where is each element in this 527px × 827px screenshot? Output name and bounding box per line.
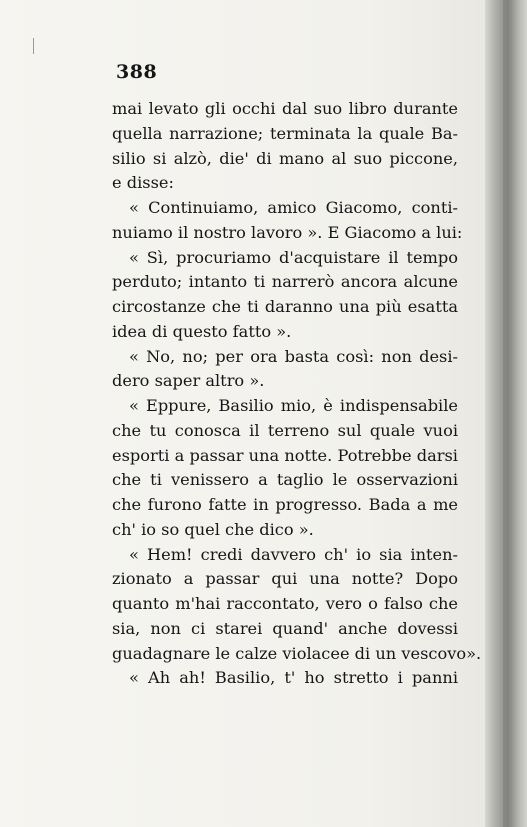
text-line: nuiamo il nostro lavoro ». E Giacomo a lui: <box>112 222 463 242</box>
text-line: quanto m'hai raccontato, vero o falso che <box>112 594 458 613</box>
text-line: perduto; intanto ti narrerò ancora alcune <box>112 272 458 292</box>
text-line: e disse: <box>112 173 174 193</box>
gutter-shadow-line <box>503 0 509 827</box>
text-line: che tu conosca il terreno sul quale vuoi <box>112 420 458 440</box>
text-line: guadagnare le calze violacee di un vescovo». <box>112 643 482 663</box>
text-line: ch' io so quel che dico ». <box>112 519 314 539</box>
text-line: « Continuiamo, amico Giacomo, conti- <box>129 198 458 217</box>
text-line: idea di questo fatto ». <box>112 321 292 341</box>
text-line: che ti venissero a taglio le osservazioni <box>112 470 458 490</box>
book-gutter <box>485 0 527 827</box>
text-line: circostanze che ti daranno una più esatta <box>112 297 458 316</box>
text-line: « Hem! credi davvero ch' io sia inten- <box>129 544 458 564</box>
text-line: quella narrazione; terminata la quale Ba- <box>112 123 458 143</box>
text-line: dero saper altro ». <box>112 371 265 391</box>
text-line: « No, no; per ora basta così: non desi- <box>129 346 458 366</box>
left-margin-mark <box>33 38 34 54</box>
text-line: « Ah ah! Basilio, t' ho stretto i panni <box>129 668 458 688</box>
text-line: silio si alzò, die' di mano al suo piccone, <box>112 148 458 168</box>
page-number: 388 <box>116 61 158 83</box>
text-line: « Sì, procuriamo d'acquistare il tempo <box>129 247 458 267</box>
page-text <box>112 97 482 691</box>
text-line: esporti a passar una notte. Potrebbe darsi <box>112 445 458 465</box>
text-line: « Eppure, Basilio mio, è indispensabile <box>129 396 458 415</box>
text-line: sia, non ci starei quand' anche dovessi <box>112 618 458 638</box>
text-line: zionato a passar qui una notte? Dopo <box>112 569 458 589</box>
text-line: che furono fatte in progresso. Bada a me <box>112 495 458 514</box>
text-line: mai levato gli occhi dal suo libro durante <box>112 99 458 118</box>
